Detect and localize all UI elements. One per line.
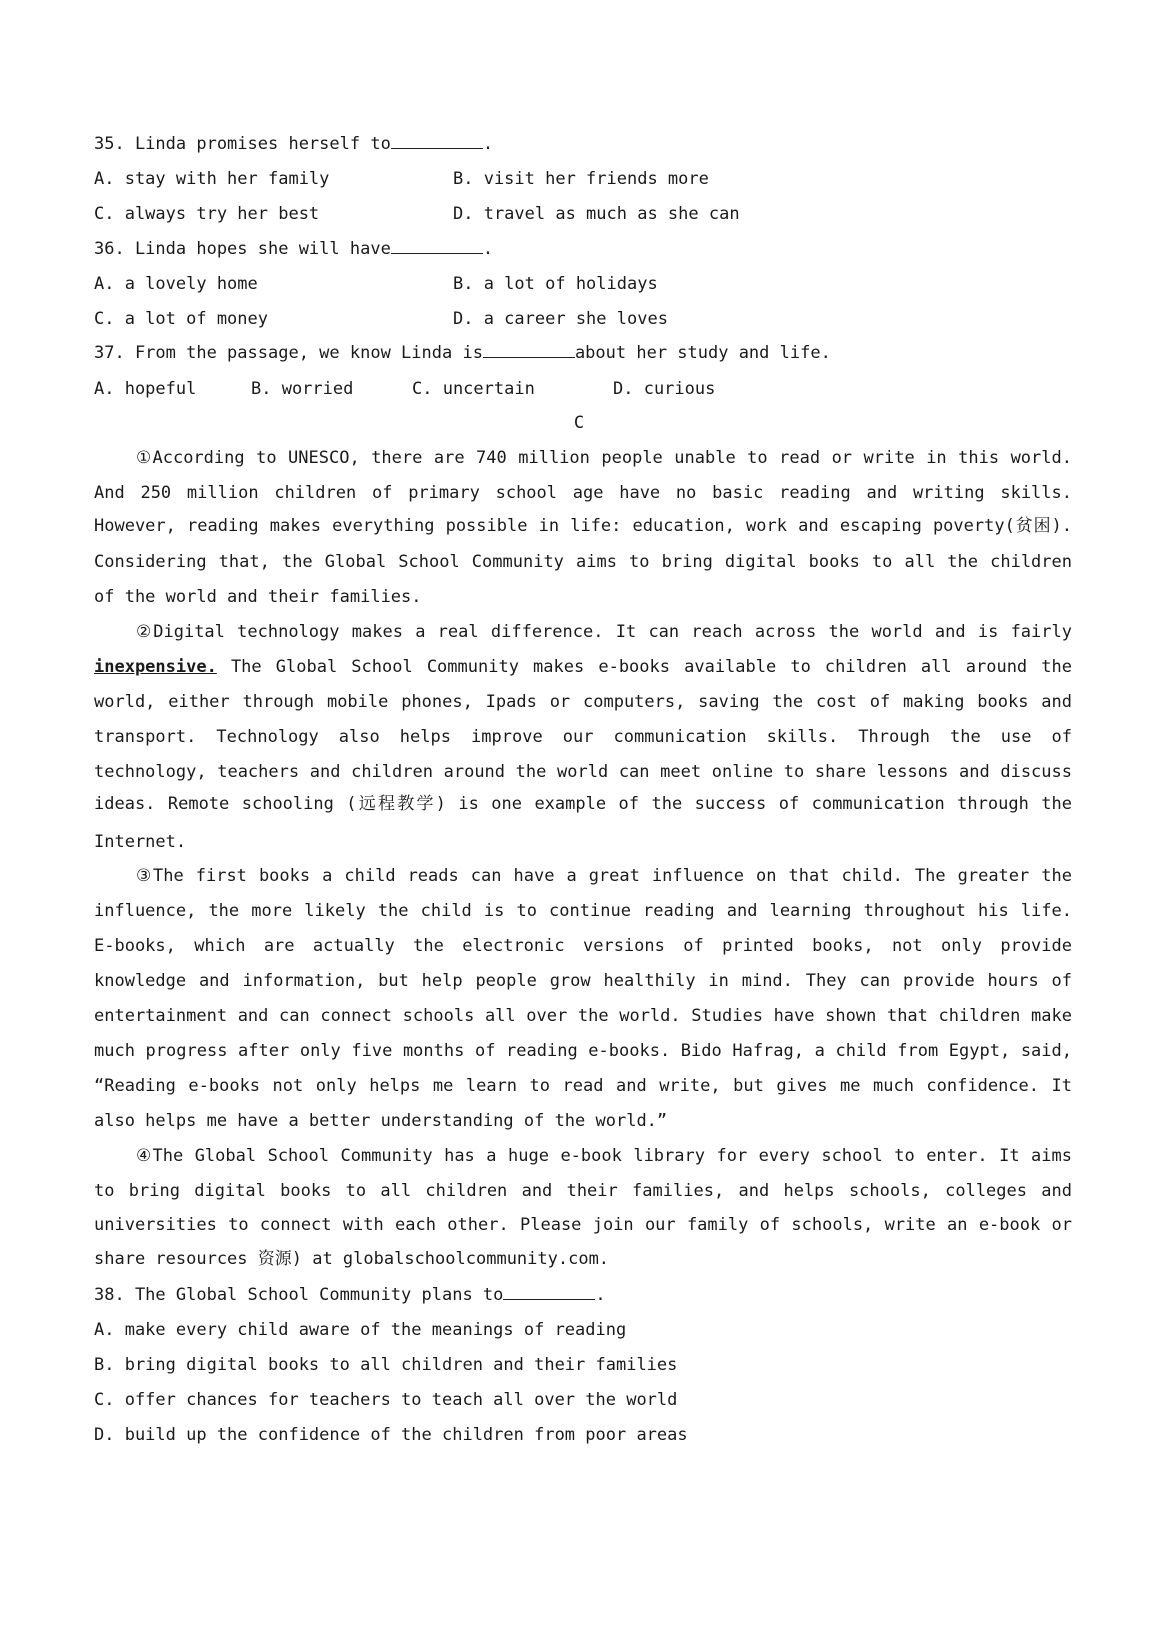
paragraph-2-line-7: Internet. (94, 832, 187, 852)
question-36-option-a: A. a lovely home (94, 274, 258, 294)
question-36-end: . (482, 239, 494, 259)
paragraph-4-line-3: universities to connect with each other. Please join our family of schools, write an e-book or (94, 1215, 1072, 1235)
question-38-option-c: C. offer chances for teachers to teach all over the world (94, 1390, 678, 1410)
paragraph-3-line-5: entertainment and can connect schools all over the world. Studies have shown that children make (94, 1006, 1072, 1026)
question-35-option-d: D. travel as much as she can (453, 204, 740, 224)
question-38-option-a: A. make every child aware of the meanings of reading (94, 1320, 627, 1340)
paragraph-3-line-3: E-books, which are actually the electronic versions of printed books, not only provide (94, 936, 1072, 956)
answer-blank (391, 133, 483, 149)
question-38-option-d: D. build up the confidence of the children from poor areas (94, 1425, 688, 1445)
paragraph-3-line-2: influence, the more likely the child is to continue reading and learning throughout his life. (94, 901, 1072, 921)
question-35-end: . (482, 134, 494, 154)
paragraph-2-line-4: transport. Technology also helps improve our communication skills. Through the use of (94, 727, 1072, 747)
paragraph-1-line-1: ①According to UNESCO, there are 740 million people unable to read or write in this world. (136, 448, 1072, 468)
question-36-option-d: D. a career she loves (453, 309, 668, 329)
answer-blank (503, 1284, 595, 1300)
paragraph-3-line-8: also helps me have a better understanding of the world.” (94, 1111, 668, 1131)
underlined-word: inexpensive. (94, 657, 217, 677)
question-37-option-d: D. curious (613, 379, 716, 399)
question-35-text: 35. Linda promises herself to (94, 134, 391, 154)
paragraph-1-line-3: However, reading makes everything possible in life: education, work and escaping poverty(贫困). (94, 516, 1072, 536)
question-37-text: 37. From the passage, we know Linda is (94, 343, 483, 363)
question-38-text: 38. The Global School Community plans to (94, 1285, 504, 1305)
question-38-end: . (595, 1285, 606, 1305)
paragraph-3-line-1: ③The first books a child reads can have a great influence on that child. The greater the (136, 866, 1072, 886)
answer-blank (391, 238, 483, 254)
answer-blank (483, 342, 575, 358)
question-37-end: about her study and life. (574, 343, 831, 363)
question-36-stem (94, 238, 493, 260)
question-36-option-c: C. a lot of money (94, 309, 268, 329)
question-36-option-b: B. a lot of holidays (453, 274, 658, 294)
paragraph-2-line-1: ②Digital technology makes a real difference. It can reach across the world and is fairly (136, 622, 1072, 642)
question-38-option-b: B. bring digital books to all children and their families (94, 1355, 678, 1375)
paragraph-2-line-2 (94, 656, 1072, 678)
paragraph-4-line-4: share resources 资源) at globalschoolcommunity.com. (94, 1249, 610, 1269)
section-label: C (573, 413, 585, 433)
question-37-option-c: C. uncertain (412, 379, 535, 399)
paragraph-3-line-4: knowledge and information, but help people grow healthily in mind. They can provide hours of (94, 971, 1072, 991)
paragraph-1-line-2: And 250 million children of primary school age have no basic reading and writing skills. (94, 483, 1072, 503)
question-38-stem (94, 1284, 606, 1306)
paragraph-3-line-7: “Reading e-books not only helps me learn to read and write, but gives me much confidence. It (94, 1076, 1072, 1096)
question-35-option-a: A. stay with her family (94, 169, 330, 189)
question-36-text: 36. Linda hopes she will have (94, 239, 391, 259)
paragraph-2-line-5: technology, teachers and children around the world can meet online to share lessons and discuss (94, 762, 1072, 782)
paragraph-2-line-3: world, either through mobile phones, Ipads or computers, saving the cost of making books and (94, 692, 1072, 712)
question-37-option-b: B. worried (251, 379, 354, 399)
question-35-stem (94, 133, 493, 155)
question-37-option-a: A. hopeful (94, 379, 197, 399)
paragraph-2-line-2-text: The Global School Community makes e-books available to children all around the (216, 657, 1072, 677)
question-35-option-c: C. always try her best (94, 204, 320, 224)
paragraph-1-line-4: Considering that, the Global School Community aims to bring digital books to all the children (94, 552, 1072, 572)
question-37-stem (94, 342, 831, 364)
paragraph-2-line-6: ideas. Remote schooling (远程教学) is one example of the success of communication through the (94, 794, 1072, 814)
paragraph-4-line-1: ④The Global School Community has a huge e-book library for every school to enter. It aims (136, 1146, 1072, 1166)
paragraph-4-line-2: to bring digital books to all children and their families, and helps schools, colleges and (94, 1181, 1072, 1201)
question-35-option-b: B. visit her friends more (453, 169, 709, 189)
paragraph-1-line-5: of the world and their families. (94, 587, 422, 607)
paragraph-3-line-6: much progress after only five months of reading e-books. Bido Hafrag, a child from Egypt, said, (94, 1041, 1072, 1061)
